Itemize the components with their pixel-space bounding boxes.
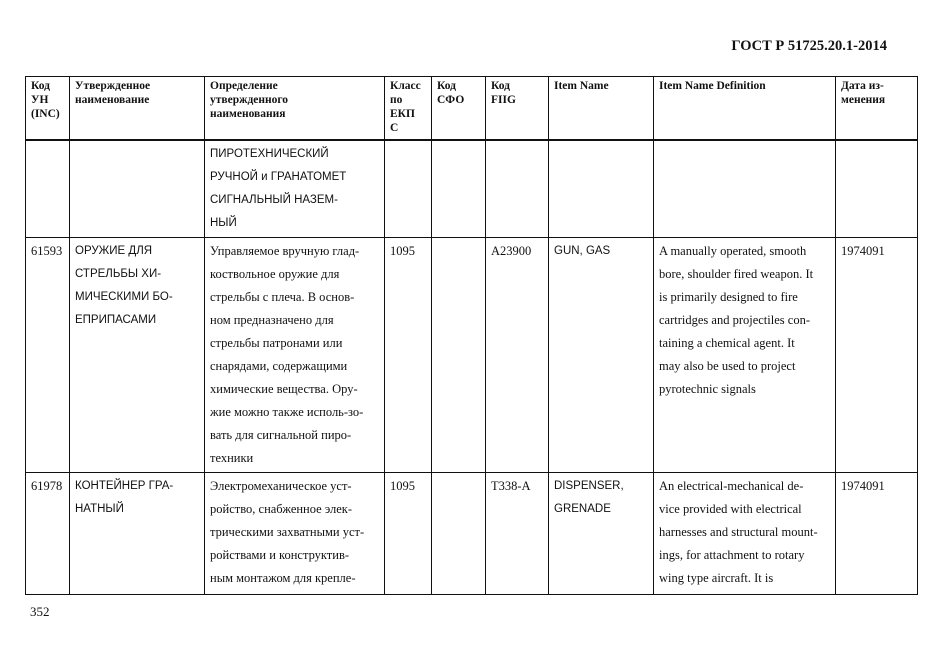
cell-definition: Электромеханическое уст- ройство, снабженное элек- трическими захватными уст- ройствами и конструктив- ным монтажом для крепле- — [205, 473, 385, 595]
cell-sfo — [432, 473, 486, 595]
page-number: 352 — [30, 604, 50, 619]
cell-inc — [26, 140, 70, 238]
cell-item-definition — [654, 140, 836, 238]
cell-item-name: GUN, GAS — [549, 238, 654, 473]
classifier-table — [25, 76, 918, 595]
cell-inc: 61593 — [26, 238, 70, 473]
cell-sfo — [432, 140, 486, 238]
cell-definition: Управляемое вручную глад- коствольное оружие для стрельбы с плеча. В основ- ном предназначено для стрельбы патронами или снарядами, содержащими химические вещества. Ору- жие можно также исполь-зо- вать для сигнальной пиро- техники — [205, 238, 385, 473]
col-header-item-definition: Item Name Definition — [654, 77, 836, 141]
table-row — [26, 238, 918, 473]
col-header-definition: Определение утвержденного наименования — [205, 77, 385, 141]
cell-ekps-class: 1095 — [385, 238, 432, 473]
col-header-inc: Код УН (INC) — [26, 77, 70, 141]
cell-sfo — [432, 238, 486, 473]
cell-change-date: 1974091 — [836, 238, 918, 473]
col-header-approved-name: Утвержденное наименование — [70, 77, 205, 141]
table-row — [26, 473, 918, 595]
cell-approved-name: ОРУЖИЕ ДЛЯ СТРЕЛЬБЫ ХИ- МИЧЕСКИМИ БО- ЕПРИПАСАМИ — [70, 238, 205, 473]
cell-fiig: A23900 — [486, 238, 549, 473]
cell-change-date — [836, 140, 918, 238]
cell-item-definition: A manually operated, smooth bore, shoulder fired weapon. It is primarily designed to fire cartridges and projectiles con- taining a chemical agent. It may also be used to project pyrotechnic signals — [654, 238, 836, 473]
cell-approved-name — [70, 140, 205, 238]
cell-definition: ПИРОТЕХНИЧЕСКИЙ РУЧНОЙ и ГРАНАТОМЕТ СИГНАЛЬНЫЙ НАЗЕМ- НЫЙ — [205, 140, 385, 238]
cell-ekps-class: 1095 — [385, 473, 432, 595]
col-header-item-name: Item Name — [549, 77, 654, 141]
cell-item-name: DISPENSER, GRENADE — [549, 473, 654, 595]
col-header-sfo: Код СФО — [432, 77, 486, 141]
cell-inc: 61978 — [26, 473, 70, 595]
cell-ekps-class — [385, 140, 432, 238]
cell-fiig: T338-A — [486, 473, 549, 595]
table-row — [26, 140, 918, 238]
cell-change-date: 1974091 — [836, 473, 918, 595]
cell-approved-name: КОНТЕЙНЕР ГРА- НАТНЫЙ — [70, 473, 205, 595]
col-header-change-date: Дата из- менения — [836, 77, 918, 141]
cell-item-definition: An electrical-mechanical de- vice provided with electrical harnesses and structural mount- ings, for attachment to rotary wing type aircraft. It is — [654, 473, 836, 595]
cell-item-name — [549, 140, 654, 238]
document-title: ГОСТ Р 51725.20.1-2014 — [731, 38, 887, 54]
table-header-row — [26, 77, 918, 141]
col-header-fiig: Код FIIG — [486, 77, 549, 141]
cell-fiig — [486, 140, 549, 238]
col-header-ekps-class: Класс по ЕКП С — [385, 77, 432, 141]
